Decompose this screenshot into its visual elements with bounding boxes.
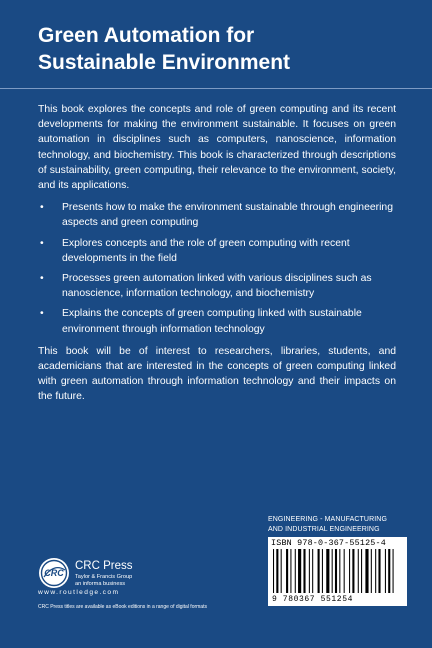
title-line-2: Sustainable Environment bbox=[38, 51, 291, 74]
subject-line-2: AND INDUSTRIAL ENGINEERING bbox=[268, 525, 380, 533]
crc-press-logo-icon bbox=[38, 557, 70, 589]
bullet-icon: • bbox=[40, 202, 44, 214]
divider bbox=[0, 88, 432, 89]
closing-paragraph: This book will be of interest to researchers, libraries, students, and academicians that are interested in the concepts of green computing linked with green automation through information technology and their impacts on the future. bbox=[38, 345, 396, 403]
publisher-block bbox=[75, 560, 133, 588]
svg-text:CRC: CRC bbox=[44, 568, 64, 578]
list-item bbox=[38, 236, 396, 266]
book-description bbox=[38, 102, 396, 405]
publisher-name: CRC Press bbox=[75, 560, 133, 572]
subject-category bbox=[268, 515, 408, 534]
list-item bbox=[38, 306, 396, 336]
title-line-1: Green Automation for bbox=[38, 24, 255, 47]
isbn-barcode bbox=[268, 537, 407, 606]
list-item bbox=[38, 200, 396, 230]
publisher-url: www.routledge.com bbox=[38, 589, 120, 596]
barcode-digits: 9 780367 551254 bbox=[272, 595, 354, 604]
bullet-icon: • bbox=[40, 308, 44, 320]
list-item bbox=[38, 271, 396, 301]
ebook-note: CRC Press titles are available as eBook editions in a range of digital formats bbox=[38, 604, 207, 610]
bullet-icon: • bbox=[40, 237, 44, 249]
list-item-text: Presents how to make the environment sustainable through engineering aspects and green computing bbox=[62, 202, 393, 229]
list-item-text: Processes green automation linked with various disciplines such as nanoscience, information technology, and biochemistry bbox=[62, 273, 372, 300]
feature-list bbox=[38, 200, 396, 337]
publisher-tagline: an informa business bbox=[75, 581, 126, 587]
list-item-text: Explores concepts and the role of green computing with recent developments in the field bbox=[62, 237, 350, 264]
subject-line-1: ENGINEERING - MANUFACTURING bbox=[268, 516, 387, 523]
barcode-icon bbox=[271, 549, 404, 595]
intro-paragraph: This book explores the concepts and role of green computing and its recent developments for making the environment sustainable. It focuses on green automation in disciplines such as computers, nanoscience, information technology, and biochemistry. This book is characterized through descriptions of sustainability, green computing, their relevance to the environment, society, and its applications. bbox=[38, 104, 396, 192]
bullet-icon: • bbox=[40, 273, 44, 285]
publisher-group: Taylor & Francis Group bbox=[75, 574, 133, 580]
list-item-text: Explains the concepts of green computing linked with sustainable environment through information technology bbox=[62, 308, 362, 335]
isbn-number: ISBN 978-0-367-55125-4 bbox=[271, 538, 386, 548]
book-title bbox=[38, 22, 408, 76]
